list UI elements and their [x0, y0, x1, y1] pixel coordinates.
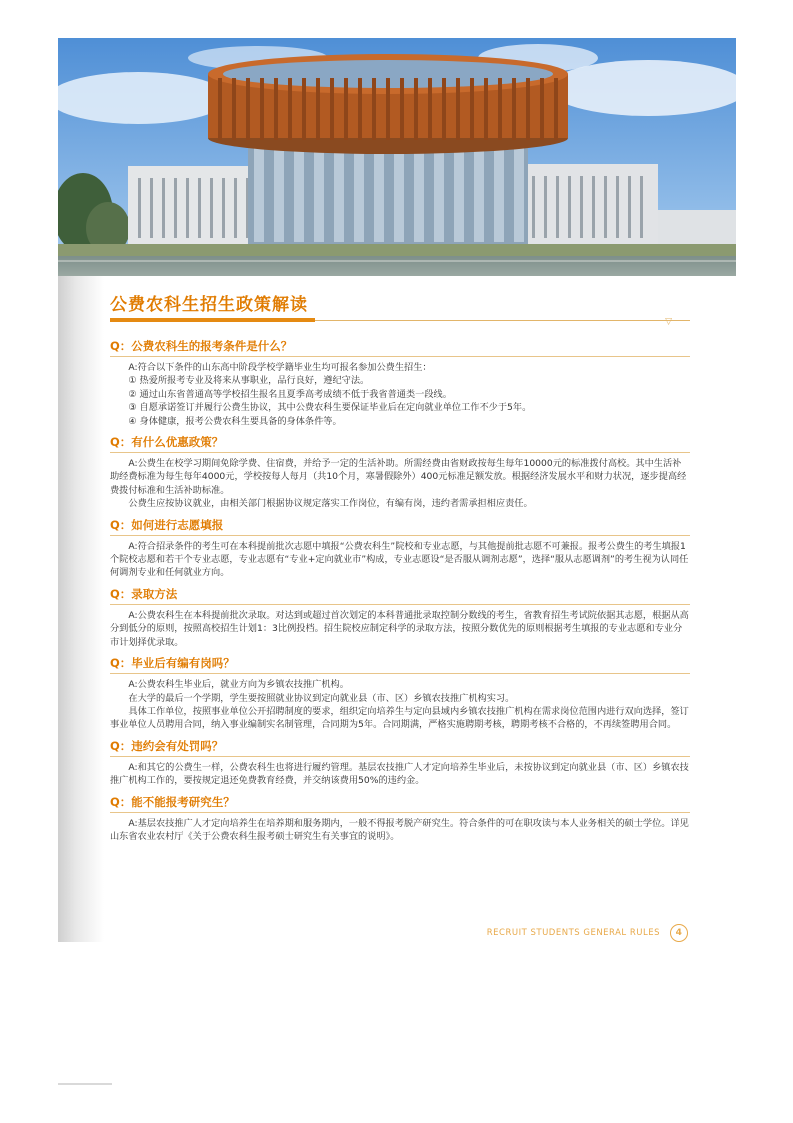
faq-section: [110, 511, 690, 580]
building-photo: [58, 38, 736, 276]
page-shadow: [58, 276, 104, 942]
faq-section: [110, 649, 690, 732]
answer-text: A:公费农科生在本科提前批次录取。对达到或超过首次划定的本科普通批录取控制分数线的考生，省教育招生考试院依据其志愿，根据从高分到低分的原则，按照高校招生计划1：3比例投档。招生院校应制定科学的录取方法，按照分数优先的原则根据考生填报的专业志愿和专业分市计划择优录取。: [110, 609, 689, 648]
condition-item: ③ 自愿承诺签订并履行公费生协议，其中公费农科生要保证毕业后在定向就业单位工作不少于5年。: [128, 402, 532, 414]
question-heading: Q：毕业后有编有岗吗？: [110, 656, 235, 671]
policy-content: [110, 292, 690, 843]
faq-section: [110, 580, 690, 649]
page-number: 4: [670, 924, 688, 942]
footer-text: RECRUIT STUDENTS GENERAL RULES: [486, 928, 660, 938]
title-underline: ▽: [110, 318, 690, 326]
answer-text: A:基层农技推广人才定向培养生在培养期和服务期内，一般不得报考脱产研究生。符合条件的可在职攻读与本人业务相关的硕士学位。详见山东省农业农村厅《关于公费农科生报考硕士研究生有关事宜的说明》。: [110, 817, 689, 842]
answer-text: A:公费农科生毕业后，就业方向为乡镇农技推广机构。: [128, 679, 349, 691]
question-heading: Q：公费农科生的报考条件是什么？: [110, 339, 293, 353]
answer-text: A:和其它的公费生一样，公费农科生也将进行履约管理。基层农技推广人才定向培养生毕业后，未按协议到定向就业县（市、区）乡镇农技推广机构工作的，要按规定退还免费教育经费，并交纳该费用50%的违约金。: [110, 761, 689, 787]
answer-text: A:符合招录条件的考生可在本科提前批次志愿中填报“公费农科生”院校和专业志愿，与其他提前批志愿不可兼报。报考公费生的考生填报1个院校志愿和若干个专业志愿，专业志愿有“专业+定向就业市”构成，专业志愿设“是否服从调剂志愿”，选择“服从志愿调剂”的考生视为认同任何调剂专业和任何就业方向。: [110, 540, 689, 579]
question-heading: Q：违约会有处罚吗？: [110, 738, 224, 753]
brochure-page: [58, 38, 736, 942]
question-heading: Q：有什么优惠政策？: [110, 435, 224, 450]
faq-section: [110, 732, 690, 788]
faq-section: [110, 428, 690, 511]
answer-text: A:公费生在校学习期间免除学费、住宿费，并给予一定的生活补助。所需经费由省财政按每生每年10000元的标准拨付高校。其中生活补助经费标准为每生每年4000元，学校按每人每月（共10个月，寒暑假除外）400元标准足额发放。根据经济发展水平和财力状况，逐步提高经费拨付标准和生活补助标准。: [110, 458, 687, 496]
answer-text: A:符合以下条件的山东高中阶段学校学籍毕业生均可报名参加公费生招生：: [128, 362, 432, 373]
condition-item: ④ 身体健康，报考公费农科生要具备的身体条件等。: [128, 415, 342, 427]
answer-text: 具体工作单位，按照事业单位公开招聘制度的要求，组织定向培养生与定向县域内乡镇农技推广机构在需求岗位范围内进行双向选择，签订事业单位人员聘用合同，纳入事业编制实名制管理，合同期为5年。合同期满，严格实施聘期考核，聘期考核不合格的，不再续签聘用合同。: [110, 705, 689, 731]
condition-item: ① 热爱所报考专业及将来从事职业，品行良好，遵纪守法。: [128, 375, 370, 387]
question-heading: Q：如何进行志愿填报: [110, 517, 224, 532]
answer-text: 公费生应按协议就业，由相关部门根据协议规定落实工作岗位，有编有岗，违约者需承担相应责任。: [128, 498, 533, 510]
answer-text: 在大学的最后一个学期，学生要按照就业协议到定向就业县（市、区）乡镇农技推广机构实习。: [128, 692, 515, 704]
faq-section: [110, 788, 690, 844]
next-page-edge: [58, 1083, 112, 1085]
question-heading: Q：能不能报考研究生？: [110, 794, 235, 809]
question-heading: Q：录取方法: [110, 586, 178, 601]
faq-section: [110, 332, 690, 428]
condition-item: ② 通过山东省普通高等学校招生报名且夏季高考成绩不低于我省普通类一段线。: [128, 388, 452, 400]
page-title: 公费农科生招生政策解读: [110, 295, 308, 315]
page-footer: [487, 924, 688, 942]
